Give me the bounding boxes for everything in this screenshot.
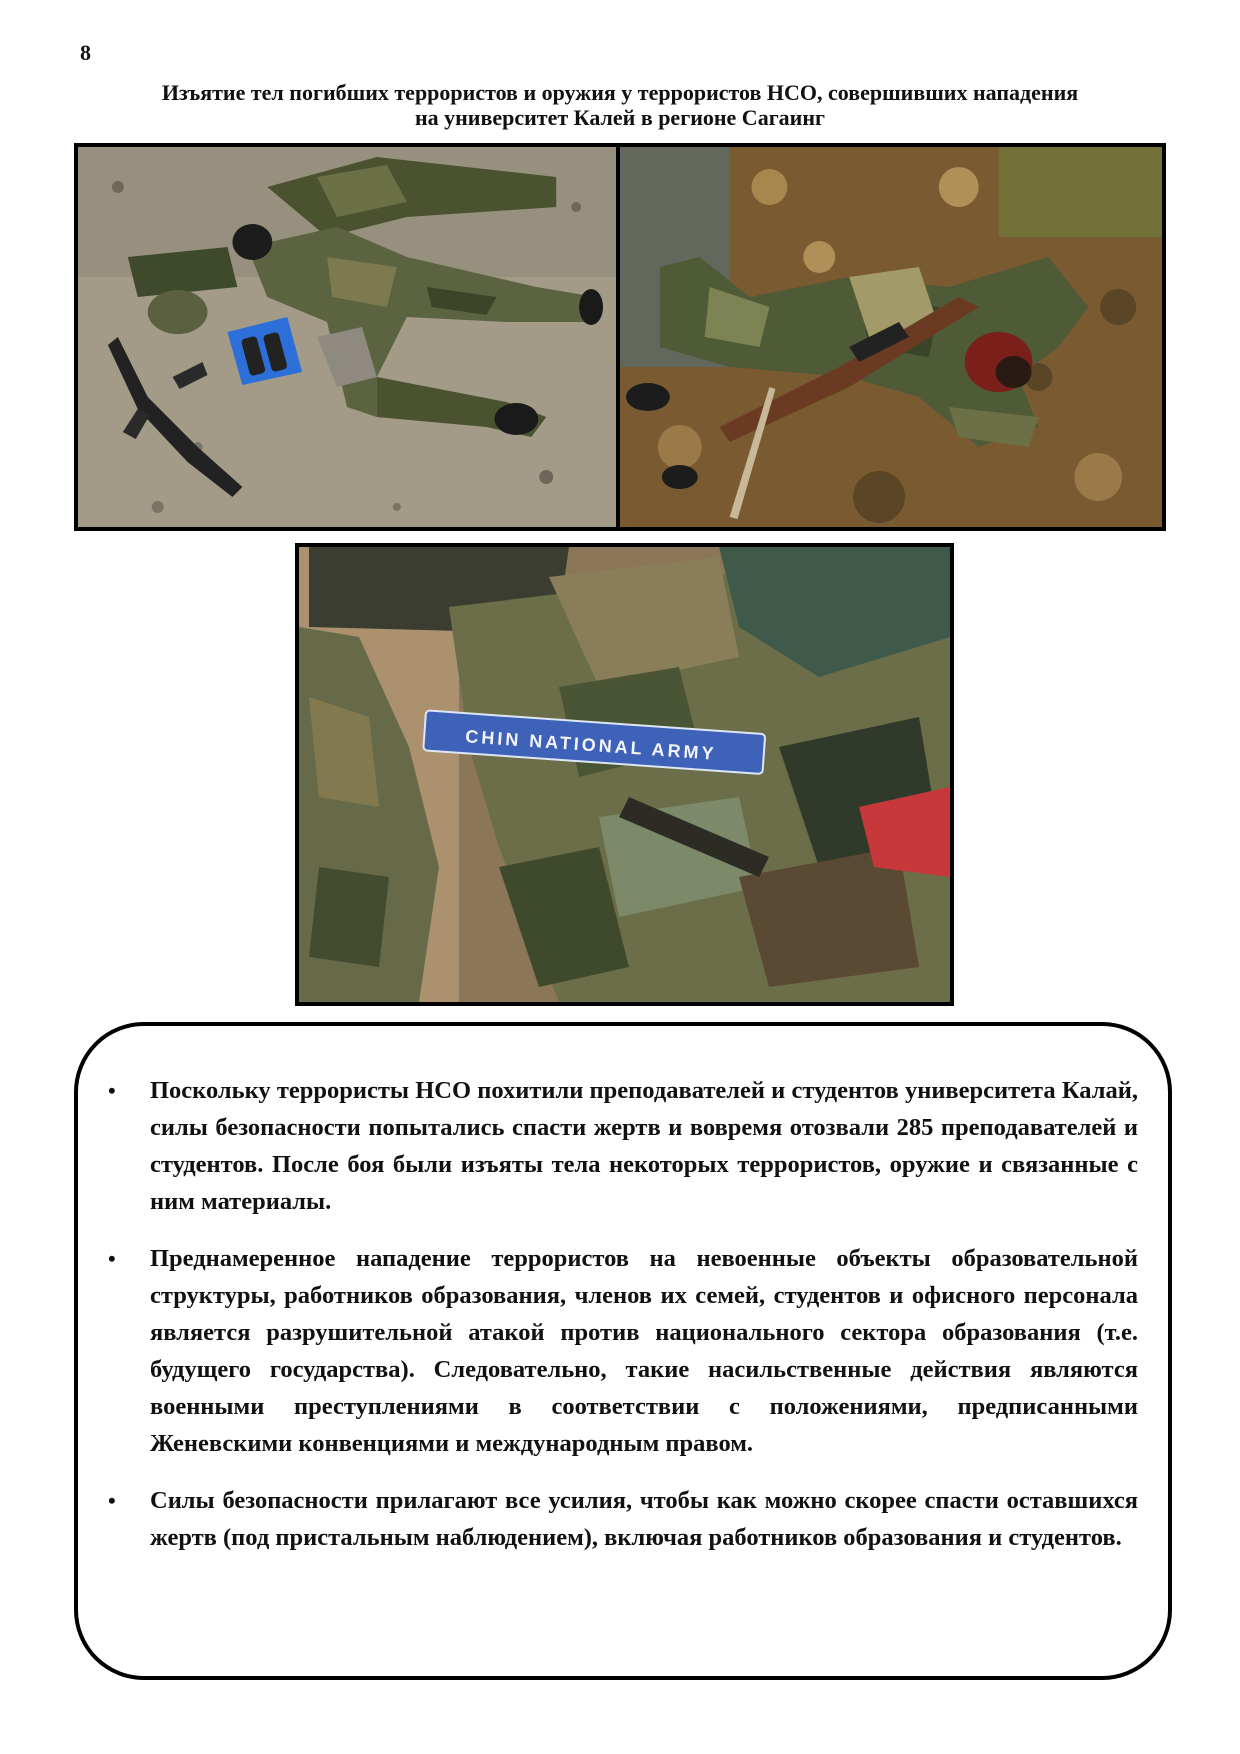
photo-left-illustration (78, 147, 616, 527)
patch-label: CHIN NATIONAL ARMY (464, 726, 718, 764)
photo-seized-bodies-ground (74, 143, 620, 531)
bullet-text: Поскольку террористы НСО похитили преподавателей и студентов университета Калай, силы безопасности попытались спасти жертв и вовремя отозвали 285 преподавателей и студентов. После боя были изъяты тела некоторых террористов, оружие и связанные с ним материалы. (150, 1077, 1138, 1215)
page-number: 8 (80, 40, 91, 65)
bullet-icon: • (108, 1078, 116, 1103)
page-title (60, 80, 1180, 130)
list-item (108, 1240, 1138, 1462)
photo-uniform-patch (295, 543, 954, 1006)
list-item (108, 1482, 1138, 1556)
photo-right-illustration (620, 147, 1162, 527)
summary-box (74, 1022, 1172, 1680)
bullet-list (108, 1072, 1138, 1576)
photo-body-on-leaves (616, 143, 1166, 531)
title-line-2: на университет Калей в регионе Сагаинг (414, 105, 826, 130)
bullet-text: Силы безопасности прилагают все усилия, чтобы как можно скорее спасти оставшихся жертв (под пристальным наблюдением), включая работников образования и студентов. (150, 1487, 1138, 1551)
bullet-icon: • (108, 1488, 116, 1513)
list-item (108, 1072, 1138, 1220)
bullet-text: Преднамеренное нападение террористов на невоенные объекты образовательной структуры, работников образования, членов их семей, студентов и офисного персонала является разрушительной атакой против национального сектора образования (т.е. будущего государства). Следовательно, такие насильственные действия являются военными преступлениями в соответствии с положениями, предписанными Женевскими конвенциями и международным правом. (150, 1245, 1138, 1457)
photo-bottom-illustration (299, 547, 950, 1002)
title-line-1: Изъятие тел погибших террористов и оружия у террористов НСО, совершивших нападения (161, 80, 1079, 105)
bullet-icon: • (108, 1246, 116, 1271)
